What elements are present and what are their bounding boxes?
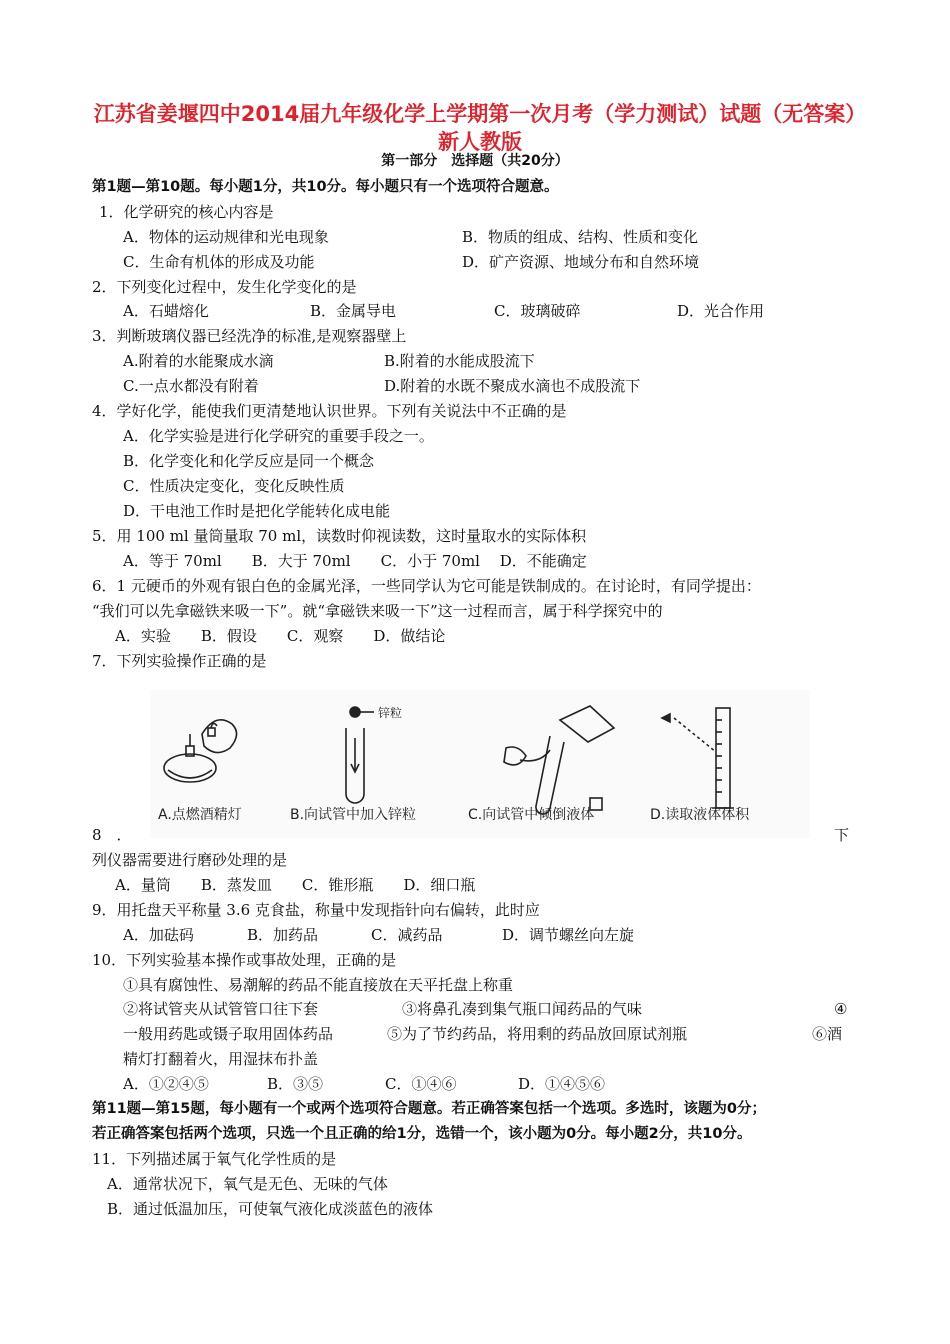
question-7-stem: 7．下列实验操作正确的是 bbox=[92, 652, 267, 670]
question-9-option-b: B．加药品 bbox=[247, 926, 319, 944]
section-heading: 第一部分 选择题（共20分） bbox=[381, 153, 569, 169]
instruction-part2-line2: 若正确答案包括两个选项，只选一个且正确的给1分，选错一个，该小题为0分。每小题2分，共10分。 bbox=[92, 1126, 752, 1142]
question-2-stem: 2．下列变化过程中，发生化学变化的是 bbox=[92, 278, 357, 296]
question-10-option-c: C．①④⑥ bbox=[385, 1075, 457, 1093]
question-9-stem: 9．用托盘天平称量 3.6 克食盐，称量中发现指针向右偏转，此时应 bbox=[92, 901, 540, 919]
question-8-stem-start: 下 bbox=[834, 826, 850, 844]
question-10-statement-4: 一般用药匙或镊子取用固体药品 bbox=[123, 1025, 334, 1043]
question-9-option-d: D．调节螺丝向左旋 bbox=[502, 926, 635, 944]
question-10-statement-4-num: ④ bbox=[834, 1000, 848, 1018]
question-4-option-b: B．化学变化和化学反应是同一个概念 bbox=[123, 452, 375, 470]
question-8-options: A．量筒 B．蒸发皿 C．锥形瓶 D．细口瓶 bbox=[115, 876, 476, 894]
question-4-stem: 4．学好化学，能使我们更清楚地认识世界。下列有关说法中不正确的是 bbox=[92, 402, 567, 420]
experiment-figure bbox=[150, 690, 810, 838]
question-10-statement-5: ⑤为了节约药品，将用剩的药品放回原试剂瓶 bbox=[387, 1025, 688, 1043]
figure-caption-b: B.向试管中加入锌粒 bbox=[290, 807, 417, 823]
question-11-option-b: B．通过低温加压，可使氧气液化成淡蓝色的液体 bbox=[107, 1200, 434, 1218]
question-10-statement-1: ①具有腐蚀性、易潮解的药品不能直接放在天平托盘上称重 bbox=[123, 976, 514, 994]
question-2-option-b: B．金属导电 bbox=[310, 302, 397, 320]
question-4-option-c: C．性质决定变化，变化反映性质 bbox=[123, 477, 345, 495]
exam-title: 江苏省姜堰四中2014届九年级化学上学期第一次月考（学力测试）试题（无答案） 新人教版 bbox=[93, 102, 867, 154]
question-10-option-d: D．①④⑤⑥ bbox=[518, 1075, 606, 1093]
question-3-option-a: A.附着的水能聚成水滴 bbox=[123, 352, 274, 370]
figure-caption-a: A.点燃酒精灯 bbox=[158, 807, 242, 823]
question-11-stem: 11．下列描述属于氧气化学性质的是 bbox=[92, 1150, 337, 1168]
instruction-part2-line1: 第11题—第15题，每小题有一个或两个选项符合题意。若正确答案包括一个选项。多选时，该题为0分； bbox=[92, 1101, 766, 1117]
question-2-option-c: C．玻璃破碎 bbox=[494, 302, 581, 320]
question-6-stem: 6．1 元硬币的外观有银白色的金属光泽，一些同学认为它可能是铁制成的。在讨论时，有同学提出： bbox=[92, 577, 761, 595]
question-3-option-d: D.附着的水既不聚成水滴也不成股流下 bbox=[384, 377, 641, 395]
question-1-option-a: A．物体的运动规律和光电现象 bbox=[123, 228, 329, 246]
question-9-option-c: C．减药品 bbox=[371, 926, 443, 944]
question-4-option-a: A．化学实验是进行化学研究的重要手段之一。 bbox=[123, 427, 434, 445]
question-5-stem: 5．用 100 ml 量筒量取 70 ml，读数时仰视读数，这时量取水的实际体积 bbox=[92, 527, 587, 545]
question-10-option-a: A．①②④⑤ bbox=[123, 1075, 209, 1093]
pouring-bottle-icon bbox=[504, 706, 614, 814]
question-3-stem: 3．判断玻璃仪器已经洗净的标准,是观察器壁上 bbox=[92, 327, 407, 345]
question-1-option-b: B．物质的组成、结构、性质和变化 bbox=[462, 228, 699, 246]
question-8-stem: 列仪器需要进行磨砂处理的是 bbox=[92, 851, 288, 869]
question-2-option-a: A．石蜡熔化 bbox=[123, 302, 209, 320]
question-3-option-b: B.附着的水能成股流下 bbox=[384, 352, 535, 370]
alcohol-lamp-icon bbox=[164, 720, 237, 782]
question-6-options: A．实验 B．假设 C．观察 D．做结论 bbox=[115, 627, 446, 645]
question-10-stem: 10．下列实验基本操作或事故处理，正确的是 bbox=[92, 951, 397, 969]
question-11-option-a: A．通常状况下，氧气是无色、无味的气体 bbox=[107, 1175, 388, 1193]
test-tube-icon bbox=[346, 707, 374, 803]
question-5-options: A．等于 70ml B．大于 70ml C．小于 70ml D．不能确定 bbox=[123, 552, 587, 570]
question-10-option-b: B．③⑤ bbox=[267, 1075, 324, 1093]
question-10-statement-3: ③将鼻孔凑到集气瓶口闻药品的气味 bbox=[402, 1000, 643, 1018]
question-4-option-d: D．干电池工作时是把化学能转化成电能 bbox=[123, 502, 391, 520]
question-10-statement-2: ②将试管夹从试管管口往下套 bbox=[123, 1000, 319, 1018]
question-1-option-d: D．矿产资源、地域分布和自然环境 bbox=[462, 253, 700, 271]
question-1-stem: 1．化学研究的核心内容是 bbox=[99, 203, 274, 221]
question-3-option-c: C.一点水都没有附着 bbox=[123, 377, 259, 395]
figure-caption-d: D.读取液体体积 bbox=[650, 807, 750, 823]
measuring-cylinder-icon bbox=[662, 708, 734, 808]
zinc-label: 锌粒 bbox=[378, 706, 403, 720]
figure-caption-c: C.向试管中倾倒液体 bbox=[468, 807, 595, 823]
question-1-option-c: C．生命有机体的形成及功能 bbox=[123, 253, 315, 271]
question-10-statement-6-start: ⑥酒 bbox=[812, 1025, 843, 1043]
question-10-statement-6: 精灯打翻着火，用湿抹布扑盖 bbox=[123, 1050, 319, 1068]
question-6-stem-cont: “我们可以先拿磁铁来吸一下”。就“拿磁铁来吸一下”这一过程而言，属于科学探究中的 bbox=[92, 602, 663, 620]
question-2-option-d: D．光合作用 bbox=[677, 302, 765, 320]
instruction-part1: 第1题—第10题。每小题1分，共10分。每小题只有一个选项符合题意。 bbox=[92, 179, 559, 195]
question-9-option-a: A．加砝码 bbox=[123, 926, 194, 944]
question-8-number: 8 ． bbox=[92, 826, 132, 844]
